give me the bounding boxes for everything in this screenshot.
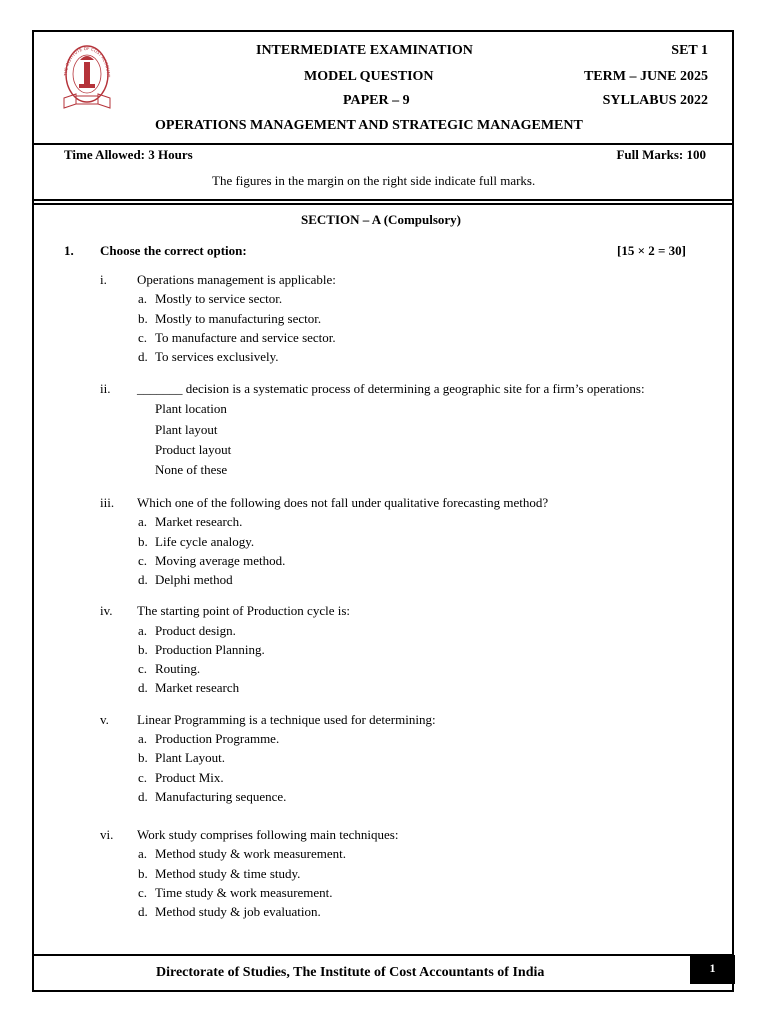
option-letter: d.	[138, 572, 148, 587]
option-text: Market research.	[155, 514, 243, 529]
option-letter: a.	[138, 623, 148, 638]
item-numeral: ii.	[100, 381, 111, 396]
option-text: Method study & work measurement.	[155, 846, 346, 861]
option-letter: d.	[138, 349, 148, 364]
item-numeral: v.	[100, 712, 109, 727]
option-text: Product Mix.	[155, 770, 224, 785]
item-stem: Work study comprises following main techniques:	[137, 827, 399, 842]
option-text: Market research	[155, 680, 240, 695]
item-numeral: vi.	[100, 827, 114, 842]
option-text: Life cycle analogy.	[155, 534, 255, 549]
option-letter: c.	[138, 661, 148, 676]
option-text: None of these	[155, 462, 228, 477]
paper-label: PAPER – 9	[343, 93, 410, 108]
option-letter: d.	[138, 680, 148, 695]
option-letter: d.	[138, 904, 148, 919]
option-text: Plant location	[155, 401, 227, 416]
header-divider	[34, 143, 734, 145]
option-text: To services exclusively.	[155, 349, 279, 364]
option-text: Moving average method.	[155, 553, 286, 568]
option-text: Routing.	[155, 661, 201, 676]
subject-title: OPERATIONS MANAGEMENT AND STRATEGIC MANAGEMENT	[155, 118, 583, 133]
question-marks: [15 × 2 = 30]	[617, 243, 686, 258]
option-letter: a.	[138, 731, 148, 746]
item-stem: The starting point of Production cycle is:	[137, 603, 351, 618]
item-stem: _______ decision is a systematic process of determining a geographic site for a firm’s operations:	[137, 381, 645, 396]
option-text: Plant layout	[155, 422, 218, 437]
option-text: Product layout	[155, 442, 232, 457]
item-numeral: iv.	[100, 603, 113, 618]
option-text: Mostly to manufacturing sector.	[155, 311, 322, 326]
model-question-label: MODEL QUESTION	[304, 69, 434, 84]
option-letter: a.	[138, 514, 148, 529]
option-text: Manufacturing sequence.	[155, 789, 287, 804]
option-text: Product design.	[155, 623, 236, 638]
full-marks: Full Marks: 100	[616, 147, 706, 162]
option-letter: b.	[138, 750, 148, 765]
meta-divider-bottom	[34, 203, 734, 205]
exam-title: INTERMEDIATE EXAMINATION	[256, 43, 473, 58]
option-letter: c.	[138, 553, 148, 568]
option-text: Method study & job evaluation.	[155, 904, 321, 919]
meta-divider-top	[34, 199, 734, 201]
option-text: Method study & time study.	[155, 866, 301, 881]
set-label: SET 1	[671, 43, 708, 58]
option-letter: a.	[138, 291, 148, 306]
option-letter: b.	[138, 534, 148, 549]
option-text: Production Programme.	[155, 731, 280, 746]
item-numeral: iii.	[100, 495, 115, 510]
option-letter: b.	[138, 642, 148, 657]
option-text: Mostly to service sector.	[155, 291, 283, 306]
item-stem: Linear Programming is a technique used for determining:	[137, 712, 436, 727]
institute-logo-icon	[60, 38, 114, 112]
option-text: Time study & work measurement.	[155, 885, 333, 900]
option-text: Production Planning.	[155, 642, 265, 657]
option-text: Delphi method	[155, 572, 233, 587]
option-letter: c.	[138, 330, 148, 345]
page-number: 1	[690, 955, 735, 984]
option-text: Plant Layout.	[155, 750, 226, 765]
option-text: To manufacture and service sector.	[155, 330, 336, 345]
section-title: SECTION – A (Compulsory)	[301, 212, 461, 227]
marks-note: The figures in the margin on the right side indicate full marks.	[212, 173, 536, 188]
item-numeral: i.	[100, 272, 107, 287]
footer-text: Directorate of Studies, The Institute of Cost Accountants of India	[156, 965, 545, 980]
syllabus-label: SYLLABUS 2022	[602, 93, 708, 108]
question-number: 1.	[64, 243, 74, 258]
question-title: Choose the correct option:	[100, 243, 247, 258]
term-label: TERM – JUNE 2025	[583, 69, 708, 84]
time-allowed: Time Allowed: 3 Hours	[64, 147, 193, 162]
logo-lettering: THE INSTITUTE OF COST ACCOUNT	[62, 45, 112, 78]
option-letter: b.	[138, 866, 148, 881]
option-letter: c.	[138, 770, 148, 785]
option-letter: c.	[138, 885, 148, 900]
footer-divider	[34, 954, 734, 956]
item-stem: Which one of the following does not fall under qualitative forecasting method?	[137, 495, 549, 510]
option-letter: a.	[138, 846, 148, 861]
option-letter: d.	[138, 789, 148, 804]
option-letter: b.	[138, 311, 148, 326]
item-stem: Operations management is applicable:	[137, 272, 336, 287]
